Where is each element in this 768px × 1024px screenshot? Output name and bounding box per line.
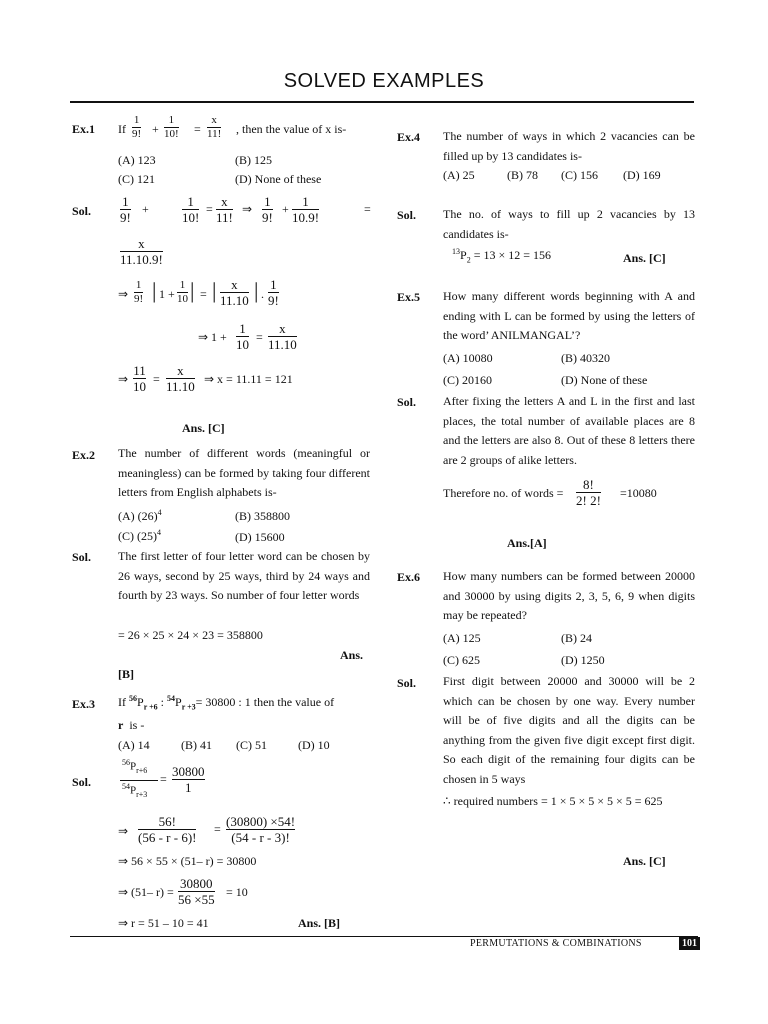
ex5-question: How many different words beginning with A and ending with L can be formed by using the letters of the word’ ANILMANGAL’? <box>443 289 695 342</box>
ex2-question: The number of different words (meaningful or meaningless) can be formed by taking four different letters from English alphabets is- <box>118 446 370 499</box>
ex2-opt-c: (C) $(25)^4$ <box>118 528 161 543</box>
ex3-s3: ⇒ 56 × 55 × (51– r) = 30800 <box>118 854 257 868</box>
ex1-eq: = <box>194 122 201 136</box>
ex3-answer: Ans. [B] <box>298 916 341 930</box>
ex3-s2-frac-a: 56! (56 - r - 6)! <box>138 814 197 845</box>
ex3-s5: ⇒ r = 51 – 10 = 41 <box>118 916 209 930</box>
ex1-s3-frac-a: 1 10 <box>236 321 249 352</box>
ex3-opt-c: (C) 51 <box>236 738 267 752</box>
ex1-s1-frac-a: 1 9! <box>120 194 131 225</box>
ex1-s1-frac-b: 1 10! <box>182 194 200 225</box>
ex1-s2-eq: = <box>200 287 207 301</box>
ex1-frac-3: x 11! <box>207 114 222 140</box>
ex5-opt-a: (A) 10080 <box>443 351 493 365</box>
ex5-solution: After fixing the letters A and L in the first and last places, the total number of available places are 8 and the letters are also 8. Out of these 8 letters there are 2 groups of alike letters. <box>443 394 695 467</box>
ex1-s2-one: 1 + <box>159 287 175 301</box>
ex4-answer: Ans. [C] <box>623 251 666 265</box>
ex1-plus: + <box>152 122 159 136</box>
ex4-opt-b: (B) 78 <box>507 168 538 182</box>
ex1-s1-frac-e: 1 10.9! <box>292 194 320 225</box>
ex4-question: The number of ways in which 2 vacancies can be filled up by 13 candidates is- <box>443 129 695 163</box>
ex3-question-line2: r is - <box>118 718 145 732</box>
ex1-s3-frac-b: x 11.10 <box>268 321 297 352</box>
ex3-s4-lead: ⇒ (51– r) = <box>118 885 174 899</box>
ex6-sol-label: Sol. <box>397 676 417 690</box>
page-number: 101 <box>679 937 700 950</box>
ex3-s2-frac-b: (30800) ×54! (54 - r - 3)! <box>226 814 296 845</box>
ex1-s1-arrow: ⇒ <box>242 202 253 216</box>
ex1-opt-c: (C) 121 <box>118 172 155 186</box>
ex2-sol-label: Sol. <box>72 550 92 564</box>
ex1-s3-eq: = <box>256 330 263 344</box>
ex6-solution: First digit between 20000 and 30000 will be 2 which can be chosen by one way. Every number will be of five digits and all the digits can be anything from the given five digit except first digit. So each digit of the remaining four digits can be chosen in 5 ways <box>443 674 695 786</box>
ex3-s2-arrow: ⇒ <box>118 824 129 838</box>
title-rule <box>70 101 694 103</box>
ex2-answer-2: [B] <box>118 667 134 681</box>
ex3-s4-frac: 30800 56 ×55 <box>178 876 215 907</box>
ex1-s1-frac-d: 1 9! <box>262 194 273 225</box>
ex4-opt-a: (A) 25 <box>443 168 475 182</box>
ex3-label: Ex.3 <box>72 697 96 711</box>
ex2-opt-d: (D) 15600 <box>235 530 285 544</box>
ex1-s3-lead: ⇒ 1 + <box>198 330 227 344</box>
ex6-question: How many numbers can be formed between 20000 and 30000 by using digits 2, 3, 5, 6, 9 when digits may be repeated? <box>443 569 695 622</box>
ex6-opt-a: (A) 125 <box>443 631 481 645</box>
ex5-result: =10080 <box>620 486 657 500</box>
ex2-opt-b: (B) 358800 <box>235 509 290 523</box>
ex1-frac-2: 1 10! <box>164 114 179 140</box>
ex1-s1-eq: = <box>206 202 213 216</box>
ex4-calc: $^{13}P_2 = 13 \times 12 = 156$ <box>452 247 551 265</box>
ex4-opt-c: (C) 156 <box>561 168 598 182</box>
ex1-s2-frac-c: 1 9! <box>268 277 279 308</box>
page-title: SOLVED EXAMPLES <box>283 70 485 92</box>
ex1-s2-bracket-open: | <box>152 278 157 303</box>
ex1-opt-a: (A) 123 <box>118 153 156 167</box>
ex4-solution: The no. of ways to fill up 2 vacancies by 13 candidates is- <box>443 207 695 241</box>
ex5-answer: Ans.[A] <box>507 536 547 550</box>
ex1-s2-frac-a: 1 9! <box>134 279 144 305</box>
ex1-answer: Ans. [C] <box>182 421 225 435</box>
ex1-s2-frac-in: 1 10 <box>177 279 188 305</box>
ex1-s1-plus: + <box>142 202 149 216</box>
ex3-s2-eq: = <box>214 822 221 836</box>
ex1-s2-frac-b: x 11.10 <box>220 277 249 308</box>
ex3-s1-bar <box>120 780 158 781</box>
ex3-sol-label: Sol. <box>72 775 92 789</box>
ex1-s4-frac-b: x 11.10 <box>166 363 195 394</box>
ex3-s4-tail: = 10 <box>226 885 248 899</box>
ex2-answer-1: Ans. <box>340 648 364 662</box>
ex1-label: Ex.1 <box>72 122 96 136</box>
ex1-opt-d: (D) None of these <box>235 172 322 186</box>
ex6-answer: Ans. [C] <box>623 854 666 868</box>
ex6-label: Ex.6 <box>397 570 421 584</box>
ex4-sol-label: Sol. <box>397 208 417 222</box>
ex6-calc: ∴ required numbers = 1 × 5 × 5 × 5 × 5 = 625 <box>443 794 663 808</box>
ex3-opt-d: (D) 10 <box>298 738 330 752</box>
ex1-s2-arrow: ⇒ <box>118 287 129 301</box>
ex4-opt-d: (D) 169 <box>623 168 661 182</box>
ex5-frac: 8! 2! 2! <box>576 477 601 508</box>
ex1-if: If <box>118 122 126 136</box>
ex2-opt-a: (A) $(26)^4$ <box>118 508 162 523</box>
ex3-opt-a: (A) 14 <box>118 738 150 752</box>
ex1-tail: , then the value of x is- <box>236 122 347 136</box>
ex3-s1-denom: $^{54}P_{r+3}$ <box>122 782 148 799</box>
ex5-therefore: Therefore no. of words = <box>443 486 564 500</box>
ex1-s4-arrow: ⇒ <box>118 372 129 386</box>
ex1-s4-frac-a: 11 10 <box>133 363 146 394</box>
ex5-sol-label: Sol. <box>397 395 417 409</box>
ex6-opt-c: (C) 625 <box>443 653 480 667</box>
footer-rule <box>70 936 698 937</box>
ex6-opt-d: (D) 1250 <box>561 653 605 667</box>
ex1-s2-bracket-open-2: | <box>212 278 217 303</box>
ex1-s2-bracket-close: | <box>190 278 195 303</box>
ex2-solution: The first letter of four letter word can be chosen by 26 ways, second by 25 ways, third by 24 ways and fourth by 23 ways. So number of four letter words <box>118 549 370 602</box>
ex1-s4-eq: = <box>153 372 160 386</box>
ex3-opt-b: (B) 41 <box>181 738 212 752</box>
ex1-s1-frac-f: x 11.10.9! <box>120 236 163 267</box>
ex1-s2-dot: . <box>261 287 264 301</box>
ex1-s1-eq2: = <box>364 202 371 216</box>
ex1-frac-1: 1 9! <box>132 114 142 140</box>
ex1-s2-bracket-close-2: | <box>254 278 259 303</box>
ex3-s1-eq: = <box>160 772 167 786</box>
ex5-label: Ex.5 <box>397 290 421 304</box>
ex5-opt-c: (C) 20160 <box>443 373 492 387</box>
footer-label: PERMUTATIONS & COMBINATIONS <box>470 938 642 949</box>
ex5-opt-b: (B) 40320 <box>561 351 610 365</box>
ex1-s4-tail: ⇒ x = 11.11 = 121 <box>204 372 293 386</box>
ex1-s1-frac-c: x 11! <box>216 194 233 225</box>
ex2-label: Ex.2 <box>72 448 96 462</box>
ex4-label: Ex.4 <box>397 130 421 144</box>
ex1-opt-b: (B) 125 <box>235 153 272 167</box>
ex1-sol-label: Sol. <box>72 204 92 218</box>
ex3-s1-frac-r: 30800 1 <box>172 764 205 795</box>
ex6-opt-b: (B) 24 <box>561 631 592 645</box>
ex5-opt-d: (D) None of these <box>561 373 648 387</box>
ex3-question-line1: If $^{56}P_{r +6}$ : $^{54}P_{r +3}= 30800$ : 1 then the value of <box>118 694 335 712</box>
ex3-s1-numer: $^{56}P_{r+6}$ <box>122 758 148 775</box>
ex1-s1-plus2: + <box>282 202 289 216</box>
ex2-calc: = 26 × 25 × 24 × 23 = 358800 <box>118 628 263 642</box>
